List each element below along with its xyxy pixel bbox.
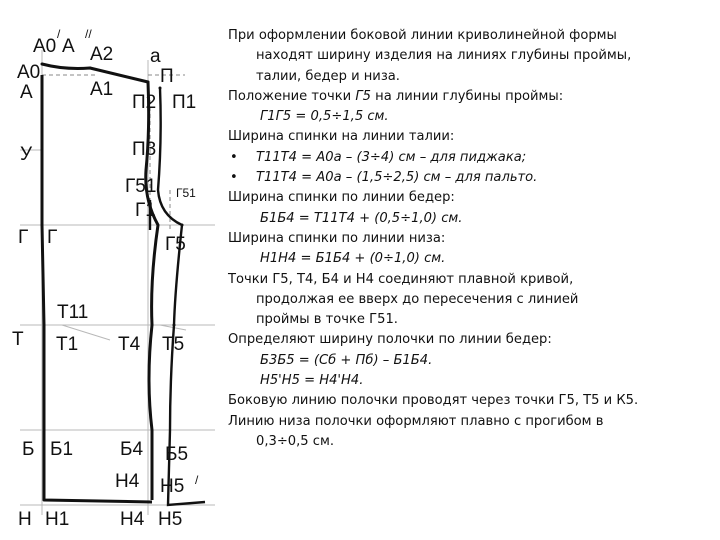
text-line: Линию низа полочки оформляют плавно с прогибом в bbox=[228, 413, 604, 429]
label-h1: Н1 bbox=[45, 509, 70, 530]
formula-h1h4: Н1Н4 = Б1Б4 + (0÷1,0) см. bbox=[260, 251, 446, 267]
label-h-left: Н bbox=[18, 509, 32, 530]
back-outline bbox=[42, 64, 158, 502]
text-line: продолжая ее вверх до пересечения с линией bbox=[256, 291, 579, 307]
label-a0-left: А0 bbox=[17, 62, 41, 83]
text-line: 0,3÷0,5 см. bbox=[256, 433, 335, 449]
label-b4: Б4 bbox=[120, 439, 144, 460]
label-h5-mid: Н5 bbox=[160, 476, 185, 497]
label-t1: Т1 bbox=[56, 334, 79, 355]
paragraph-g5-position bbox=[228, 87, 714, 107]
pattern-drawing bbox=[0, 0, 225, 540]
label-b1: Б1 bbox=[50, 439, 74, 460]
label-h5: Н5 bbox=[158, 509, 183, 530]
paragraph-front-side-line: Боковую линию полочки проводят через точки Г5, Т5 и К5. bbox=[228, 393, 639, 409]
label-g51-right: Г51 bbox=[176, 186, 196, 200]
formula-b1b4: Б1Б4 = Т11Т4 + (0,5÷1,0) см. bbox=[260, 210, 463, 226]
formula-coat: Т11Т4 = А0а – (1,5÷2,5) см – для пальто. bbox=[256, 170, 538, 186]
bullet-coat bbox=[228, 168, 714, 188]
label-b5: Б5 bbox=[165, 444, 189, 465]
label-a-top: А bbox=[62, 36, 75, 57]
paragraph-hem-width: Ширина спинки по линии низа: bbox=[228, 230, 446, 246]
text-fragment: на линии глубины проймы: bbox=[370, 88, 564, 104]
paragraph-front-width: Определяют ширину полочки по линии бедер: bbox=[228, 332, 552, 348]
point-labels bbox=[12, 27, 199, 530]
formula-g1g5: Г1Г5 = 0,5÷1,5 см. bbox=[260, 109, 389, 125]
label-p1: П1 bbox=[172, 92, 197, 113]
formula-b3b5: Б3Б5 = (Сб + Пб) – Б1Б4. bbox=[260, 352, 433, 368]
front-outline bbox=[150, 88, 205, 505]
label-h4-mid: Н4 bbox=[115, 471, 140, 492]
label-h5-slash: / bbox=[195, 473, 199, 487]
bullet-dot: • bbox=[230, 149, 238, 165]
formula-jacket: Т11Т4 = А0а – (3÷4) см – для пиджака; bbox=[256, 149, 527, 165]
label-h4: Н4 bbox=[120, 509, 145, 530]
text-line: Точки Г5, Т4, Б4 и Н4 соединяют плавной кривой, bbox=[228, 271, 574, 287]
text-line: талии, бедер и низа. bbox=[256, 68, 400, 84]
label-t4: Т4 bbox=[118, 334, 141, 355]
label-a2: А2 bbox=[90, 44, 114, 65]
point-markers bbox=[41, 63, 184, 327]
label-u: У bbox=[20, 144, 33, 165]
label-slash-2: // bbox=[85, 27, 92, 41]
label-g5: Г5 bbox=[165, 234, 186, 255]
label-t-left: Т bbox=[12, 329, 24, 350]
label-a-small: а bbox=[150, 46, 161, 67]
paragraph-waist-width: Ширина спинки на линии талии: bbox=[228, 129, 455, 145]
label-p: П bbox=[160, 66, 174, 87]
paragraph-front-hem bbox=[228, 412, 714, 453]
label-a-left: А bbox=[20, 82, 33, 103]
text-line: находят ширину изделия на линиях глубины проймы, bbox=[256, 48, 632, 64]
text-fragment-italic: Г5 bbox=[355, 88, 371, 104]
text-line: При оформлении боковой линии криволинейной формы bbox=[228, 28, 617, 43]
label-g1: Г1 bbox=[135, 200, 156, 221]
text-fragment: Положение точки bbox=[228, 88, 356, 104]
paragraph-curve bbox=[228, 270, 714, 331]
label-p2: П2 bbox=[132, 92, 157, 113]
label-g-left: Г bbox=[18, 227, 29, 248]
label-g-inner: Г bbox=[47, 227, 58, 248]
formula-h5h5: Н5'Н5 = Н4'Н4. bbox=[260, 373, 364, 389]
label-a0-top: А0 bbox=[33, 36, 57, 57]
paragraph-intro bbox=[228, 26, 714, 87]
label-t11: Т11 bbox=[57, 302, 89, 323]
label-t5: Т5 bbox=[162, 334, 185, 355]
bullet-jacket bbox=[228, 148, 714, 168]
label-a1: А1 bbox=[90, 79, 114, 100]
label-slash-1: / bbox=[57, 27, 61, 41]
bullet-dot: • bbox=[230, 170, 238, 186]
text-line: проймы в точке Г51. bbox=[256, 312, 398, 328]
paragraph-hip-width: Ширина спинки по линии бедер: bbox=[228, 190, 455, 206]
label-p3: П3 bbox=[132, 139, 157, 160]
label-g51-left: Г51 bbox=[125, 176, 157, 197]
label-b-left: Б bbox=[22, 439, 35, 460]
text-panel bbox=[228, 26, 714, 452]
